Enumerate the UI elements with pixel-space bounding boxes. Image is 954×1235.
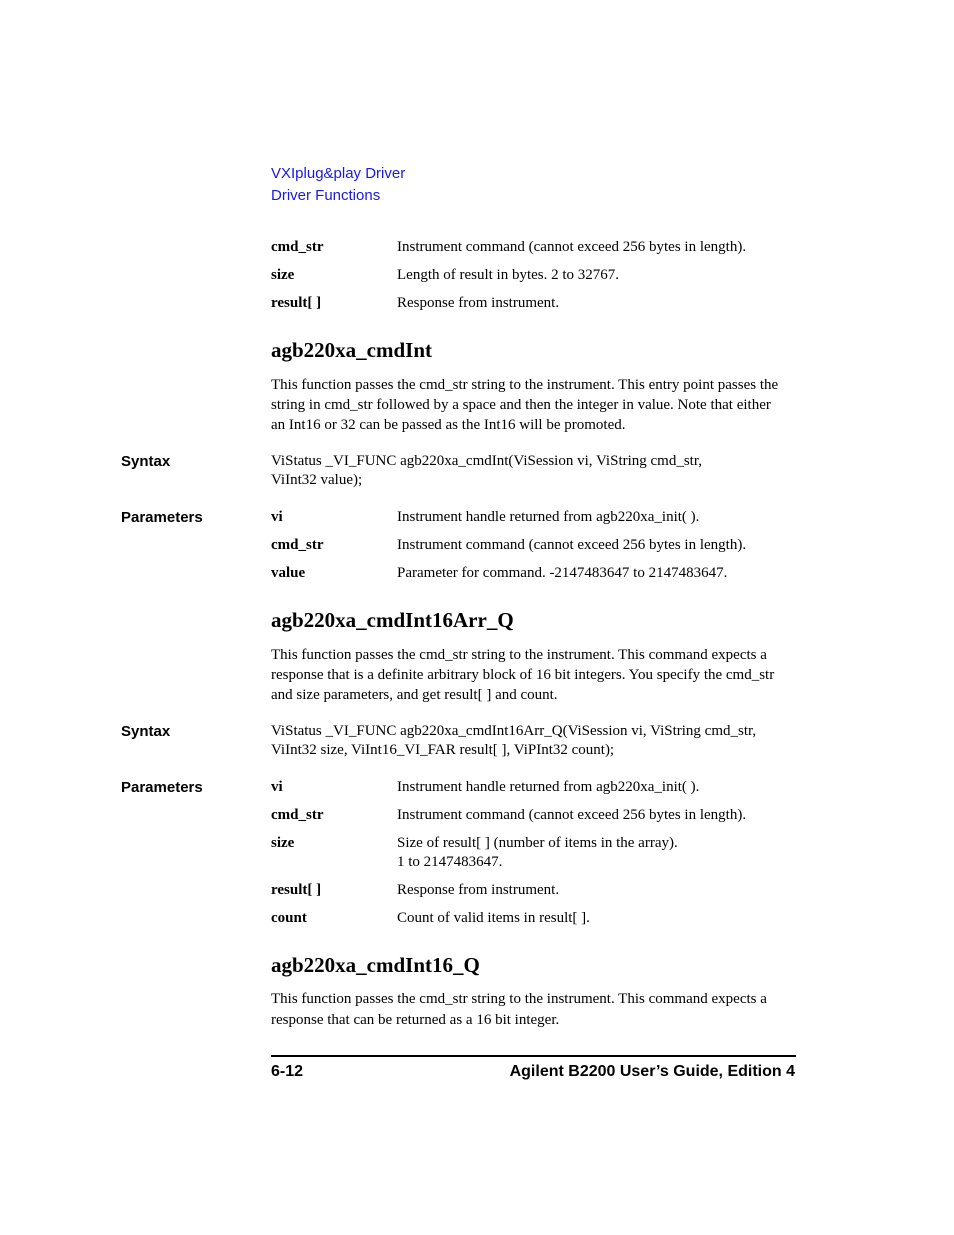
param-term: value: [271, 565, 306, 581]
syntax-code: ViInt32 value);: [271, 472, 363, 488]
param-term: size: [271, 267, 295, 283]
param-term: count: [271, 910, 307, 926]
param-desc: Instrument command (cannot exceed 256 bytes in length).: [397, 537, 747, 553]
section-description: response that can be returned as a 16 bit integer.: [271, 1012, 560, 1028]
param-term: size: [271, 835, 295, 851]
parameters-label: Parameters: [121, 779, 203, 796]
param-term: vi: [271, 509, 283, 525]
param-desc: Parameter for command. -2147483647 to 2147483647.: [397, 565, 728, 581]
syntax-label: Syntax: [121, 453, 171, 470]
param-desc: Response from instrument.: [397, 882, 560, 898]
section-description: and size parameters, and get result[ ] and count.: [271, 687, 558, 703]
param-desc: Response from instrument.: [397, 295, 560, 311]
section-heading-cmdint16arr-q: agb220xa_cmdInt16Arr_Q: [271, 608, 514, 632]
param-desc: Instrument command (cannot exceed 256 bytes in length).: [397, 807, 747, 823]
param-term: cmd_str: [271, 537, 324, 553]
param-desc: Instrument handle returned from agb220xa_init( ).: [397, 779, 700, 795]
param-term: cmd_str: [271, 807, 324, 823]
param-desc: Size of result[ ] (number of items in the array).: [397, 835, 678, 851]
param-desc: Instrument handle returned from agb220xa_init( ).: [397, 509, 700, 525]
param-desc: Count of valid items in result[ ].: [397, 910, 590, 926]
param-term: result[ ]: [271, 882, 322, 898]
section-description: string in cmd_str followed by a space and then the integer in value. Note that either: [271, 397, 771, 413]
page-number: 6-12: [271, 1063, 304, 1080]
syntax-code: ViStatus _VI_FUNC agb220xa_cmdInt(ViSession vi, ViString cmd_str,: [271, 453, 702, 469]
param-term: vi: [271, 779, 283, 795]
parameters-label: Parameters: [121, 509, 203, 526]
section-description: response that is a definite arbitrary block of 16 bit integers. You specify the cmd_str: [271, 667, 775, 683]
section-description: This function passes the cmd_str string to the instrument. This command expects a: [271, 991, 767, 1007]
syntax-label: Syntax: [121, 723, 171, 740]
section-heading-cmdint16-q: agb220xa_cmdInt16_Q: [271, 953, 480, 977]
param-desc: 1 to 2147483647.: [397, 854, 503, 870]
param-desc: Length of result in bytes. 2 to 32767.: [397, 267, 620, 283]
param-desc: Instrument command (cannot exceed 256 bytes in length).: [397, 239, 747, 255]
breadcrumb-link-vxiplug[interactable]: VXIplug&play Driver: [271, 165, 406, 182]
guide-title: Agilent B2200 User’s Guide, Edition 4: [509, 1063, 795, 1080]
section-description: This function passes the cmd_str string to the instrument. This command expects a: [271, 647, 767, 663]
footer-rule: [271, 1055, 796, 1057]
breadcrumb-link-driver-functions[interactable]: Driver Functions: [271, 187, 381, 204]
syntax-code: ViInt32 size, ViInt16_VI_FAR result[ ], ViPInt32 count);: [271, 742, 615, 758]
syntax-code: ViStatus _VI_FUNC agb220xa_cmdInt16Arr_Q(ViSession vi, ViString cmd_str,: [271, 723, 757, 739]
section-heading-cmdint: agb220xa_cmdInt: [271, 338, 433, 362]
section-description: an Int16 or 32 can be passed as the Int16 will be promoted.: [271, 417, 626, 433]
param-term: result[ ]: [271, 295, 322, 311]
section-description: This function passes the cmd_str string to the instrument. This entry point passes the: [271, 377, 779, 393]
param-term: cmd_str: [271, 239, 324, 255]
